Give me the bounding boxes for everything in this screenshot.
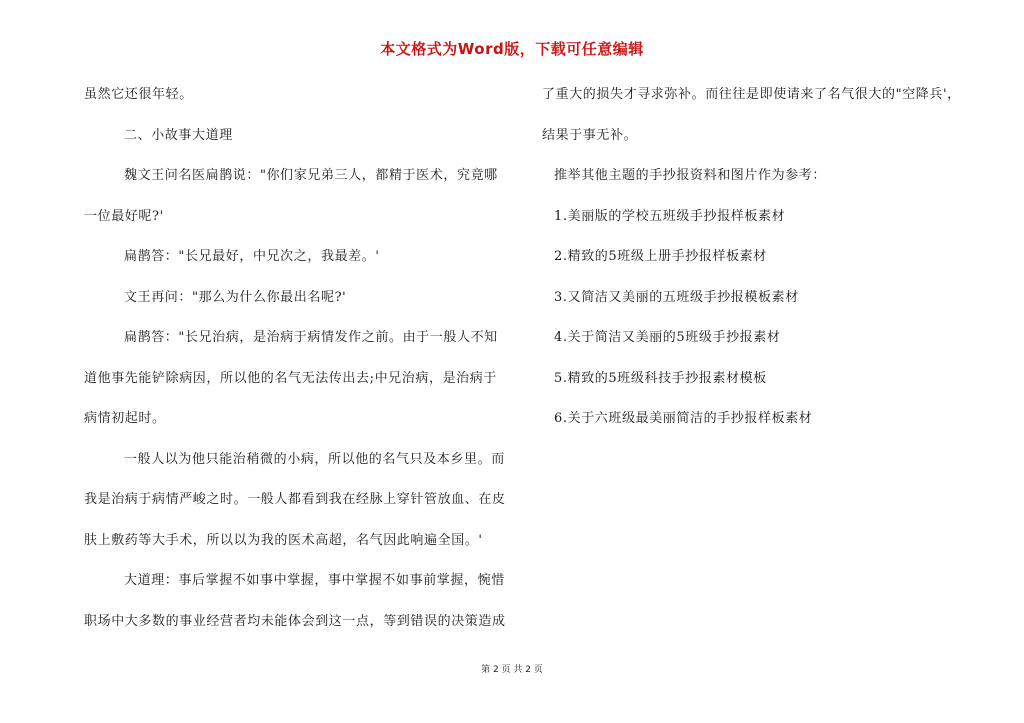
paragraph-line: 我是治病于病情严峻之时。一般人都看到我在经脉上穿针管放血、在皮: [84, 492, 506, 507]
paragraph-line: 道他事先能铲除病因，所以他的名气无法传出去;中兄治病，是治病于: [84, 370, 497, 386]
paragraph-line: 魏文王问名医扁鹊说："你们家兄弟三人，都精于医术，究竟哪: [124, 168, 498, 183]
page-footer: [0, 662, 1024, 675]
recommendation-item: 2.精致的5班级上册手抄报样板素材: [554, 249, 767, 264]
recommendation-item: 4.关于简洁又美丽的5班级手抄报素材: [554, 330, 781, 345]
recommendation-item: 1.美丽版的学校五班级手抄报样板素材: [554, 208, 786, 224]
recommendation-item: 3.又简洁又美丽的五班级手抄报模板素材: [554, 289, 799, 305]
paragraph-line: 扁鹊答："长兄最好，中兄次之，我最差。': [124, 249, 380, 264]
paragraph-line: 结果于事无补。: [542, 127, 638, 143]
paragraph-line: 了重大的损失才寻求弥补。而往往是即使请来了名气很大的"空降兵'，: [542, 87, 961, 102]
recommendation-item: 6.关于六班级最美丽简洁的手抄报样板素材: [554, 411, 813, 426]
left-text-column: [84, 80, 504, 647]
right-text-column: [542, 80, 982, 445]
header-title: 本文格式为Word版，下载可任意编辑: [380, 40, 644, 58]
document-header-banner: [0, 38, 1024, 59]
paragraph-line: 职场中大多数的事业经营者均未能体会到这一点，等到错误的决策造成: [84, 613, 506, 629]
section-heading: 二、小故事大道理: [124, 127, 233, 143]
paragraph-line: 大道理：事后掌握不如事中掌握，事中掌握不如事前掌握，惋惜: [124, 573, 505, 588]
paragraph-line: 文王再问："那么为什么你最出名呢?': [124, 289, 347, 305]
paragraph-line: 虽然它还很年轻。: [84, 87, 193, 102]
paragraph-line: 病情初起时。: [84, 411, 166, 426]
page-number: 第 2 页 共 2 页: [481, 665, 543, 675]
paragraph-line: 肤上敷药等大手术，所以以为我的医术高超，名气因此响遍全国。': [84, 532, 483, 548]
recommendation-intro: 推举其他主题的手抄报资料和图片作为参考：: [554, 168, 827, 183]
paragraph-line: 一般人以为他只能治稍微的小病，所以他的名气只及本乡里。而: [124, 451, 505, 467]
paragraph-line: 一位最好呢?': [84, 208, 164, 224]
recommendation-item: 5.精致的5班级科技手抄报素材模板: [554, 370, 767, 386]
paragraph-line: 扁鹊答："长兄治病，是治病于病情发作之前。由于一般人不知: [124, 330, 498, 345]
